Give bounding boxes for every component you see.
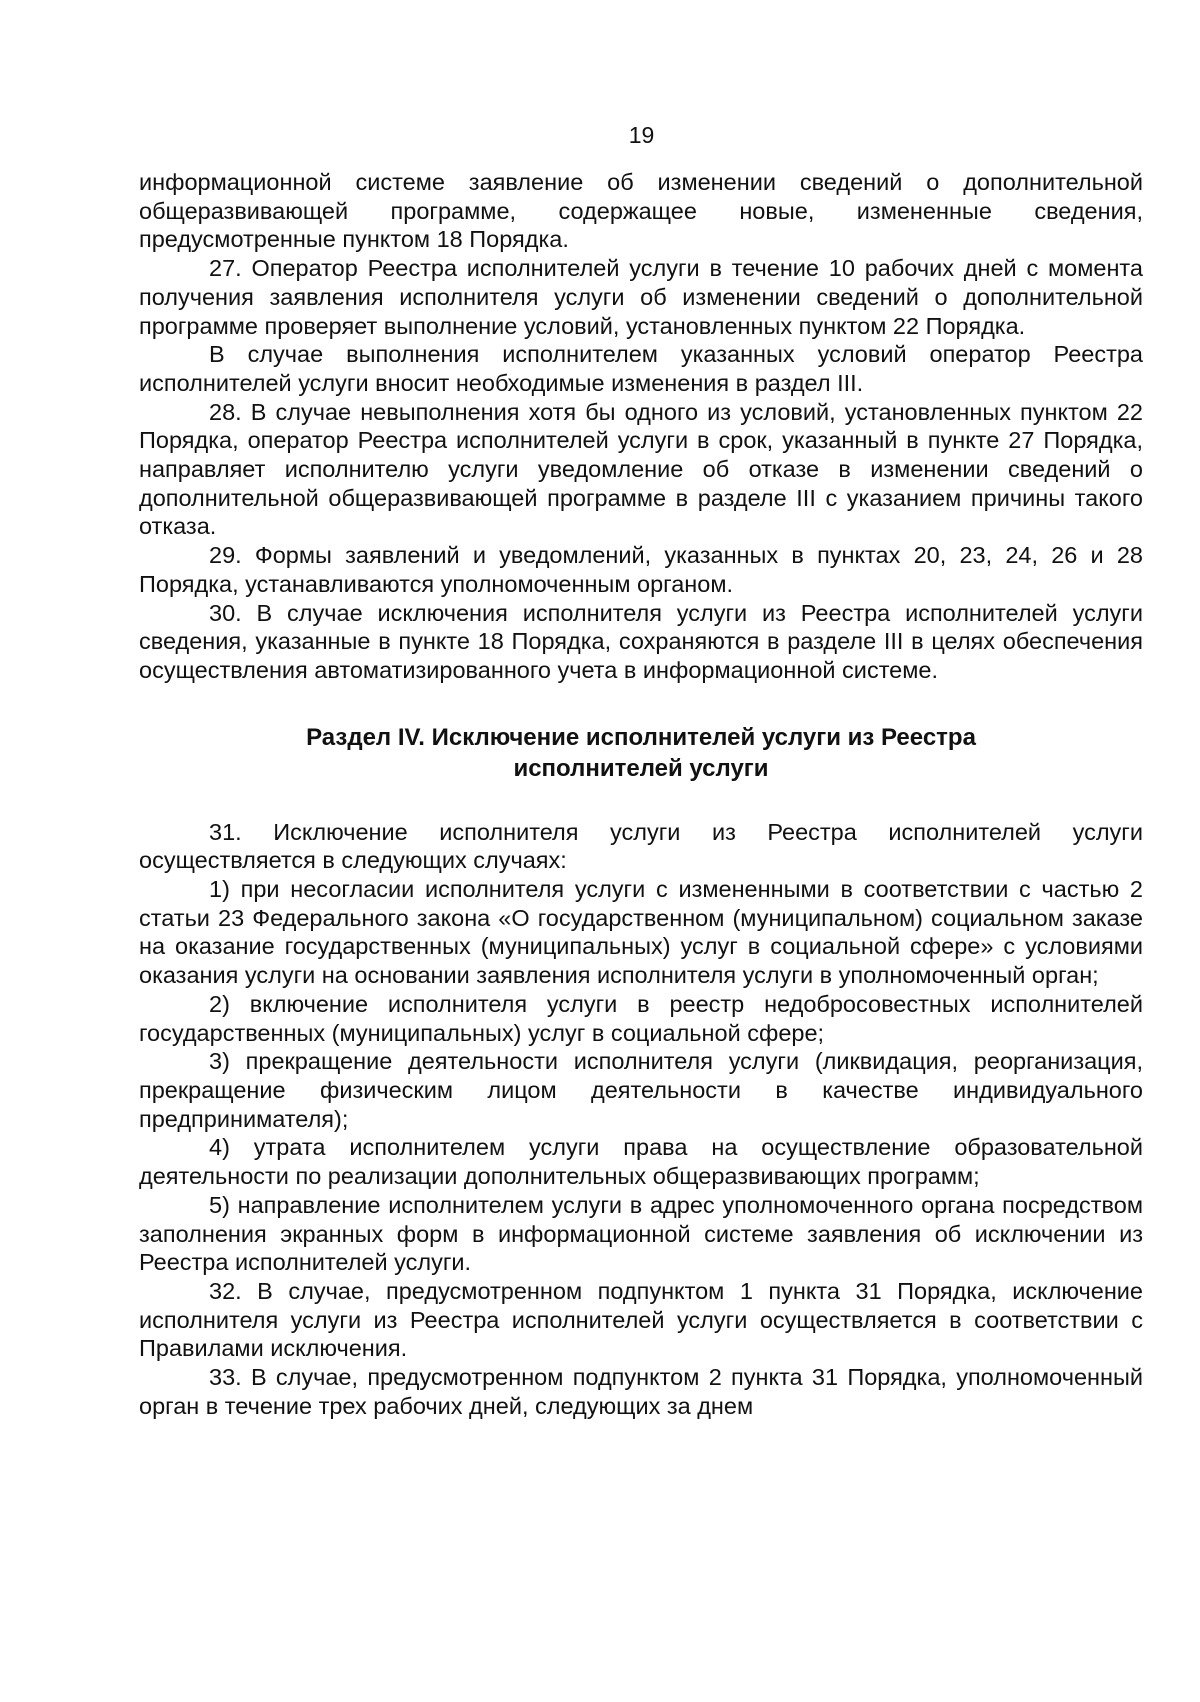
paragraph-item-32: 32. В случае, предусмотренном подпунктом 1 пункта 31 Порядка, исключение исполнителя услуги из Реестра исполнителей услуги осуществляется в соответствии с Правилами исключения. (139, 1277, 1143, 1362)
paragraph-item-33: 33. В случае, предусмотренном подпунктом 2 пункта 31 Порядка, уполномоченный орган в течение трех рабочих дней, следующих за днем (139, 1364, 1143, 1419)
paragraph-item-28: 28. В случае невыполнения хотя бы одного из условий, установленных пунктом 22 Порядка, оператор Реестра исполнителей услуги в срок, указанный в пункте 27 Порядка, направляет исполнителю услуги уведомление об отказе в изменении сведений о дополнительной общеразвивающей программе в разделе III с указанием причины такого отказа. (139, 398, 1143, 540)
paragraph-item-29: 29. Формы заявлений и уведомлений, указанных в пунктах 20, 23, 24, 26 и 28 Порядка, устанавливаются уполномоченным органом. (139, 542, 1143, 597)
subitem-31-3: 3) прекращение деятельности исполнителя услуги (ликвидация, реорганизация, прекращение физическим лицом деятельности в качестве индивидуального предпринимателя); (139, 1048, 1143, 1132)
page-number: 19 (628, 122, 655, 148)
section-heading (139, 722, 1143, 784)
subitem-31-2: 2) включение исполнителя услуги в реестр недобросовестных исполнителей государственных (муниципальных) услуг в социальной сфере; (139, 990, 1143, 1046)
paragraph-item-31: 31. Исключение исполнителя услуги из Реестра исполнителей услуги осуществляется в следующих случаях: (139, 818, 1143, 874)
paragraph-item-27-note: В случае выполнения исполнителем указанных условий оператор Реестра исполнителей услуги вносит необходимые изменения в раздел III. (139, 341, 1143, 396)
subitem-31-4: 4) утрата исполнителем услуги права на осуществление образовательной деятельности по реализации дополнительных общеразвивающих программ; (139, 1134, 1143, 1190)
subitem-31-1: 1) при несогласии исполнителя услуги с измененными в соответствии с частью 2 статьи 23 Федерального закона «О государственном (муниципальном) социальном заказе на оказание государственных (муниципальных) услуг в социальной сфере» с условиями оказания услуги на основании заявления исполнителя услуги в уполномоченный орган; (139, 876, 1143, 989)
section-heading-line-2: исполнителей услуги (513, 754, 769, 782)
paragraph-item-27: 27. Оператор Реестра исполнителей услуги в течение 10 рабочих дней с момента получения заявления исполнителя услуги об изменении сведений о дополнительной программе проверяет выполнение условий, установленных пунктом 22 Порядка. (139, 255, 1143, 339)
section-heading-line-1: Раздел IV. Исключение исполнителей услуги из Реестра (306, 723, 976, 751)
subitem-31-5: 5) направление исполнителем услуги в адрес уполномоченного органа посредством заполнения экранных форм в информационной системе заявления об исключении из Реестра исполнителей услуги. (139, 1191, 1143, 1276)
paragraph-continuation: информационной системе заявление об изменении сведений о дополнительной общеразвивающей программе, содержащее новые, измененные сведения, предусмотренные пунктом 18 Порядка. (139, 169, 1143, 253)
paragraph-item-30: 30. В случае исключения исполнителя услуги из Реестра исполнителей услуги сведения, указанные в пункте 18 Порядка, сохраняются в разделе III в целях обеспечения осуществления автоматизированного учета в информационной системе. (139, 599, 1143, 683)
document-body (139, 168, 1143, 1420)
